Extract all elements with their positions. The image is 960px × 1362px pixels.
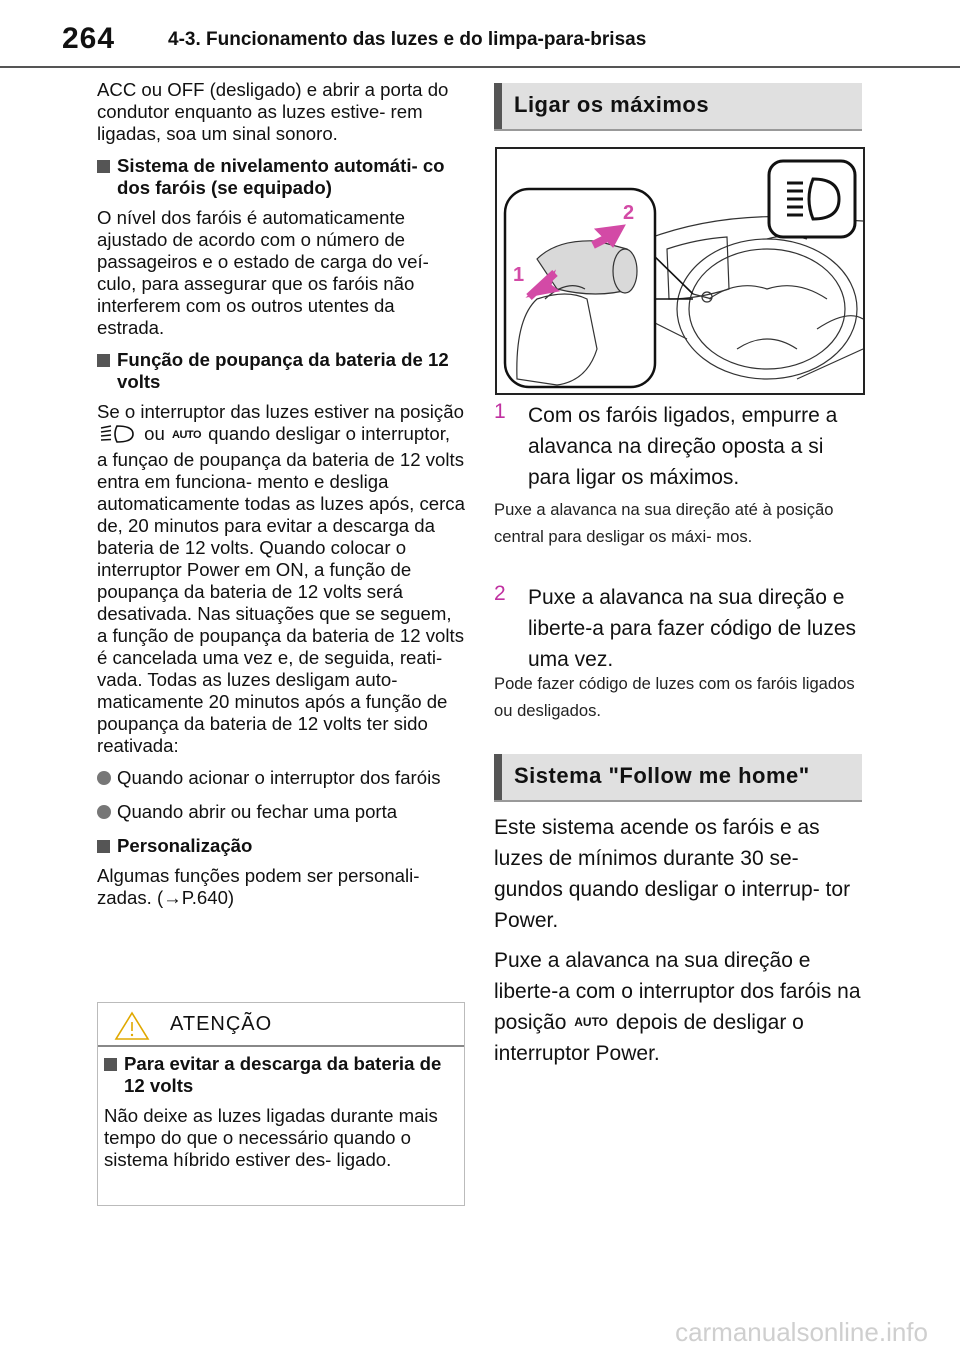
auto-icon: AUTO (172, 429, 201, 441)
square-bullet-icon (97, 840, 110, 853)
page-number: 264 (62, 22, 116, 55)
battery-body (97, 401, 465, 757)
headlight-icon (99, 424, 137, 449)
section-header-follow-me-home (494, 754, 862, 802)
step-number: 2 (494, 582, 506, 605)
leveling-heading-text: Sistema de nivelamento automáti- co dos faróis (se equipado) (117, 155, 445, 198)
auto-icon: AUTO (574, 1015, 609, 1029)
square-bullet-icon (104, 1058, 117, 1071)
paragraph-2-end: depois de desligar o interruptor Power. (494, 1011, 804, 1065)
chapter-title: 4-3. Funcionamento das luzes e do limpa-para-brisas (168, 29, 647, 50)
section-bar (494, 754, 502, 800)
step-2-note: Pode fazer código de luzes com os faróis ligados ou desligados. (494, 674, 855, 720)
step-1 (494, 400, 862, 500)
step-1-note: Puxe a alavanca na sua direção até à posição central para desligar os máxi- mos. (494, 500, 834, 546)
follow-me-home-paragraph-2 (494, 945, 862, 1069)
list-item (97, 767, 465, 789)
warning-body: Não deixe as luzes ligadas durante mais tempo do que o necessário quando o sistema híbrido estiver des- ligado. (104, 1105, 438, 1170)
square-bullet-icon (97, 160, 110, 173)
left-column (97, 79, 465, 919)
warning-header (98, 1003, 464, 1047)
leveling-body: O nível dos faróis é automaticamente ajustado de acordo com o número de passageiros e o estado de carga do veí- culo, para assegurar que os faróis não interferem com os outros utentes da estrada. (97, 207, 429, 338)
paragraph-2-start: Puxe a alavanca na sua direção e liberte-a com o interruptor dos faróis na posição (494, 949, 861, 1034)
custom-heading (97, 835, 465, 857)
warning-triangle-icon (114, 1011, 150, 1046)
bullet-text: Quando abrir ou fechar uma porta (117, 801, 398, 822)
battery-body-end: quando desligar o interruptor, a funçao de poupança da bateria de 12 volts entra em funciona- mento e desliga automaticamente todas as luzes após, cerca de, 20 minutos para evitar a descarga da bateria de 12 volts. Quando colocar o interruptor Power em ON, a função de poupança da bateria de 12 volts será desativada. Nas situações que se seguem, a função de poupança da bateria de 12 volts é cancelada uma vez e, de seguida, reati- vada. Todas as luzes desligam auto- maticamente 20 minutos após a função de poupança da bateria de 12 volts ter sido reativada: (97, 423, 465, 756)
section-bar (494, 83, 502, 129)
step-number: 1 (494, 400, 506, 423)
follow-me-home-text (494, 812, 862, 1078)
figure-label-1: 1 (513, 264, 525, 286)
leveling-heading (97, 155, 465, 199)
section-title: Ligar os máximos (514, 92, 710, 117)
section-title: Sistema "Follow me home" (514, 763, 810, 788)
custom-body[interactable]: Algumas funções podem ser personali- zadas. (→P.640) (97, 865, 420, 908)
figure-label-2: 2 (623, 202, 635, 224)
watermark: carmanualsonline.info (675, 1317, 928, 1347)
warning-box (97, 1002, 465, 1206)
warning-content (104, 1053, 454, 1171)
step-text: Com os faróis ligados, empurre a alavanca na direção oposta a si para ligar os máximos. (528, 404, 838, 489)
step-2 (494, 582, 862, 682)
round-bullet-icon (97, 771, 111, 785)
list-item (97, 801, 465, 823)
header-divider (0, 66, 960, 68)
section-header-high-beam (494, 83, 862, 131)
step-text: Puxe a alavanca na sua direção e liberte-a para fazer código de luzes uma vez. (528, 586, 857, 671)
bullet-text: Quando acionar o interruptor dos faróis (117, 767, 441, 788)
battery-body-or: ou (144, 423, 165, 444)
follow-me-home-paragraph-1: Este sistema acende os faróis e as luzes de mínimos durante 30 se- gundos quando desligar o interrup- tor Power. (494, 816, 851, 932)
warning-title: ATENÇÃO (170, 1013, 273, 1035)
warning-heading-text: Para evitar a descarga da bateria de 12 volts (124, 1053, 442, 1096)
square-bullet-icon (97, 354, 110, 367)
round-bullet-icon (97, 805, 111, 819)
battery-heading-text: Função de poupança da bateria de 12 volts (117, 349, 449, 392)
battery-body-start: Se o interruptor das luzes estiver na posição (97, 401, 464, 422)
intro-paragraph: ACC ou OFF (desligado) e abrir a porta do condutor enquanto as luzes estive- rem ligadas, soa um sinal sonoro. (97, 79, 449, 144)
custom-heading-text: Personalização (117, 835, 253, 856)
battery-heading (97, 349, 465, 393)
high-beam-illustration (495, 147, 865, 395)
warning-heading (104, 1053, 454, 1097)
